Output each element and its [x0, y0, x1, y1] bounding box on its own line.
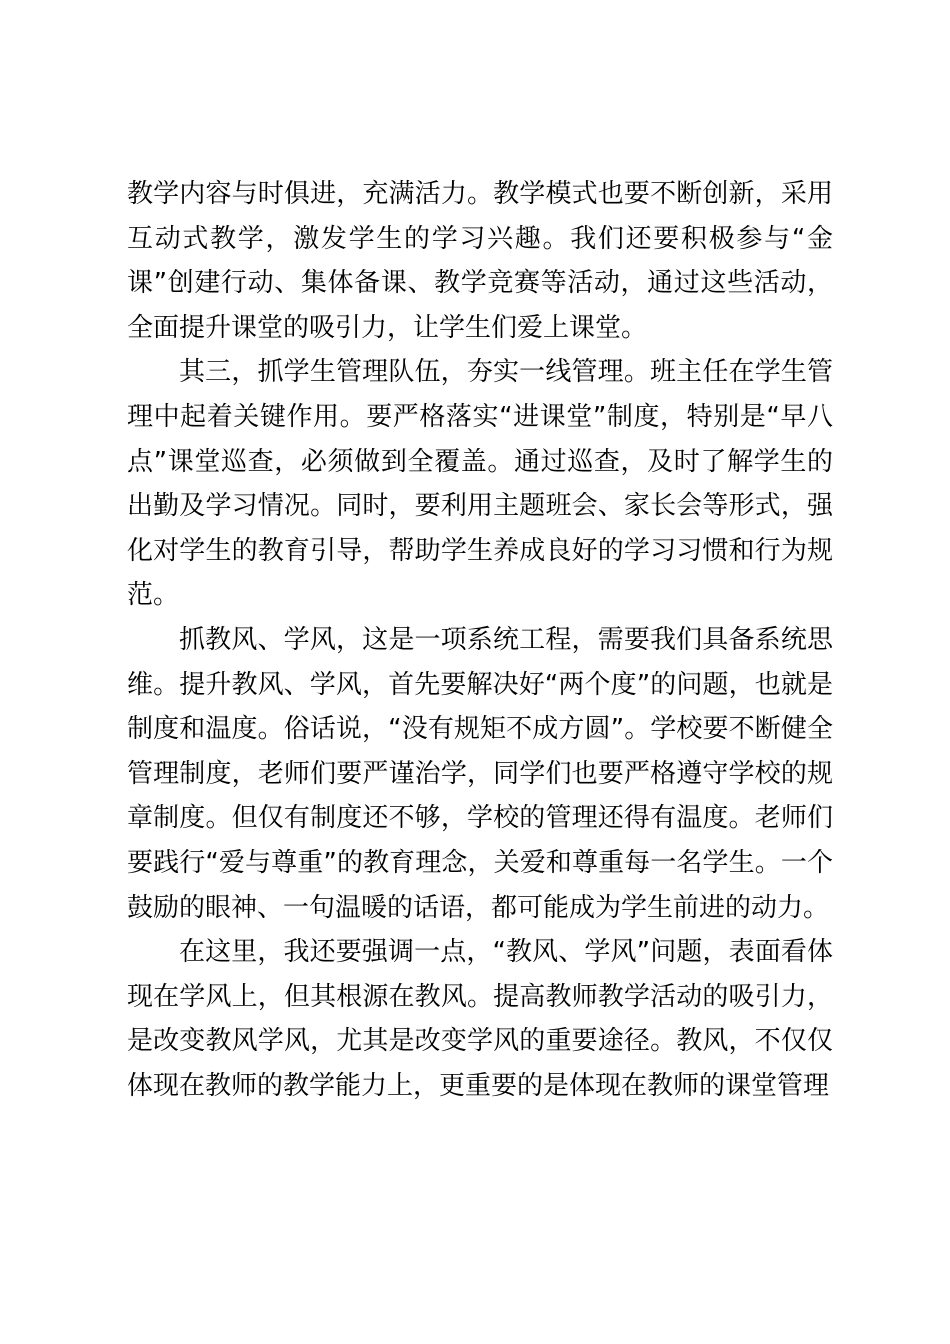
paragraph-continuation: 教学内容与时俱进，充满活力。教学模式也要不断创新，采用互动式教学，激发学生的学习兴趣。我们还要积极参与“金课”创建行动、集体备课、教学竞赛等活动，通过这些活动，全面提升课堂的吸引力，让学生们爱上课堂。 — [127, 179, 833, 343]
body-text — [127, 172, 833, 1108]
paragraph-teaching-style: 抓教风、学风，这是一项系统工程，需要我们具备系统思维。提升教风、学风，首先要解决好“两个度”的问题，也就是制度和温度。俗话说，“没有规矩不成方圆”。学校要不断健全管理制度，老师们要严谨治学，同学们也要严格遵守学校的规章制度。但仅有制度还不够，学校的管理还得有温度。老师们要践行“爱与尊重”的教育理念，关爱和尊重每一名学生。一个鼓励的眼神、一句温暖的话语，都可能成为学生前进的动力。 — [127, 624, 833, 923]
paragraph-emphasis: 在这里，我还要强调一点，“教风、学风”问题，表面看体现在学风上，但其根源在教风。提高教师教学活动的吸引力，是改变教风学风，尤其是改变学风的重要途径。教风，不仅仅体现在教师的教学能力上，更重要的是体现在教师的课堂管理 — [127, 937, 833, 1101]
paragraph-student-management: 其三，抓学生管理队伍，夯实一线管理。班主任在学生管理中起着关键作用。要严格落实“进课堂”制度，特别是“早八点”课堂巡查，必须做到全覆盖。通过巡查，及时了解学生的出勤及学习情况。同时，要利用主题班会、家长会等形式，强化对学生的教育引导，帮助学生养成良好的学习习惯和行为规范。 — [127, 357, 833, 611]
